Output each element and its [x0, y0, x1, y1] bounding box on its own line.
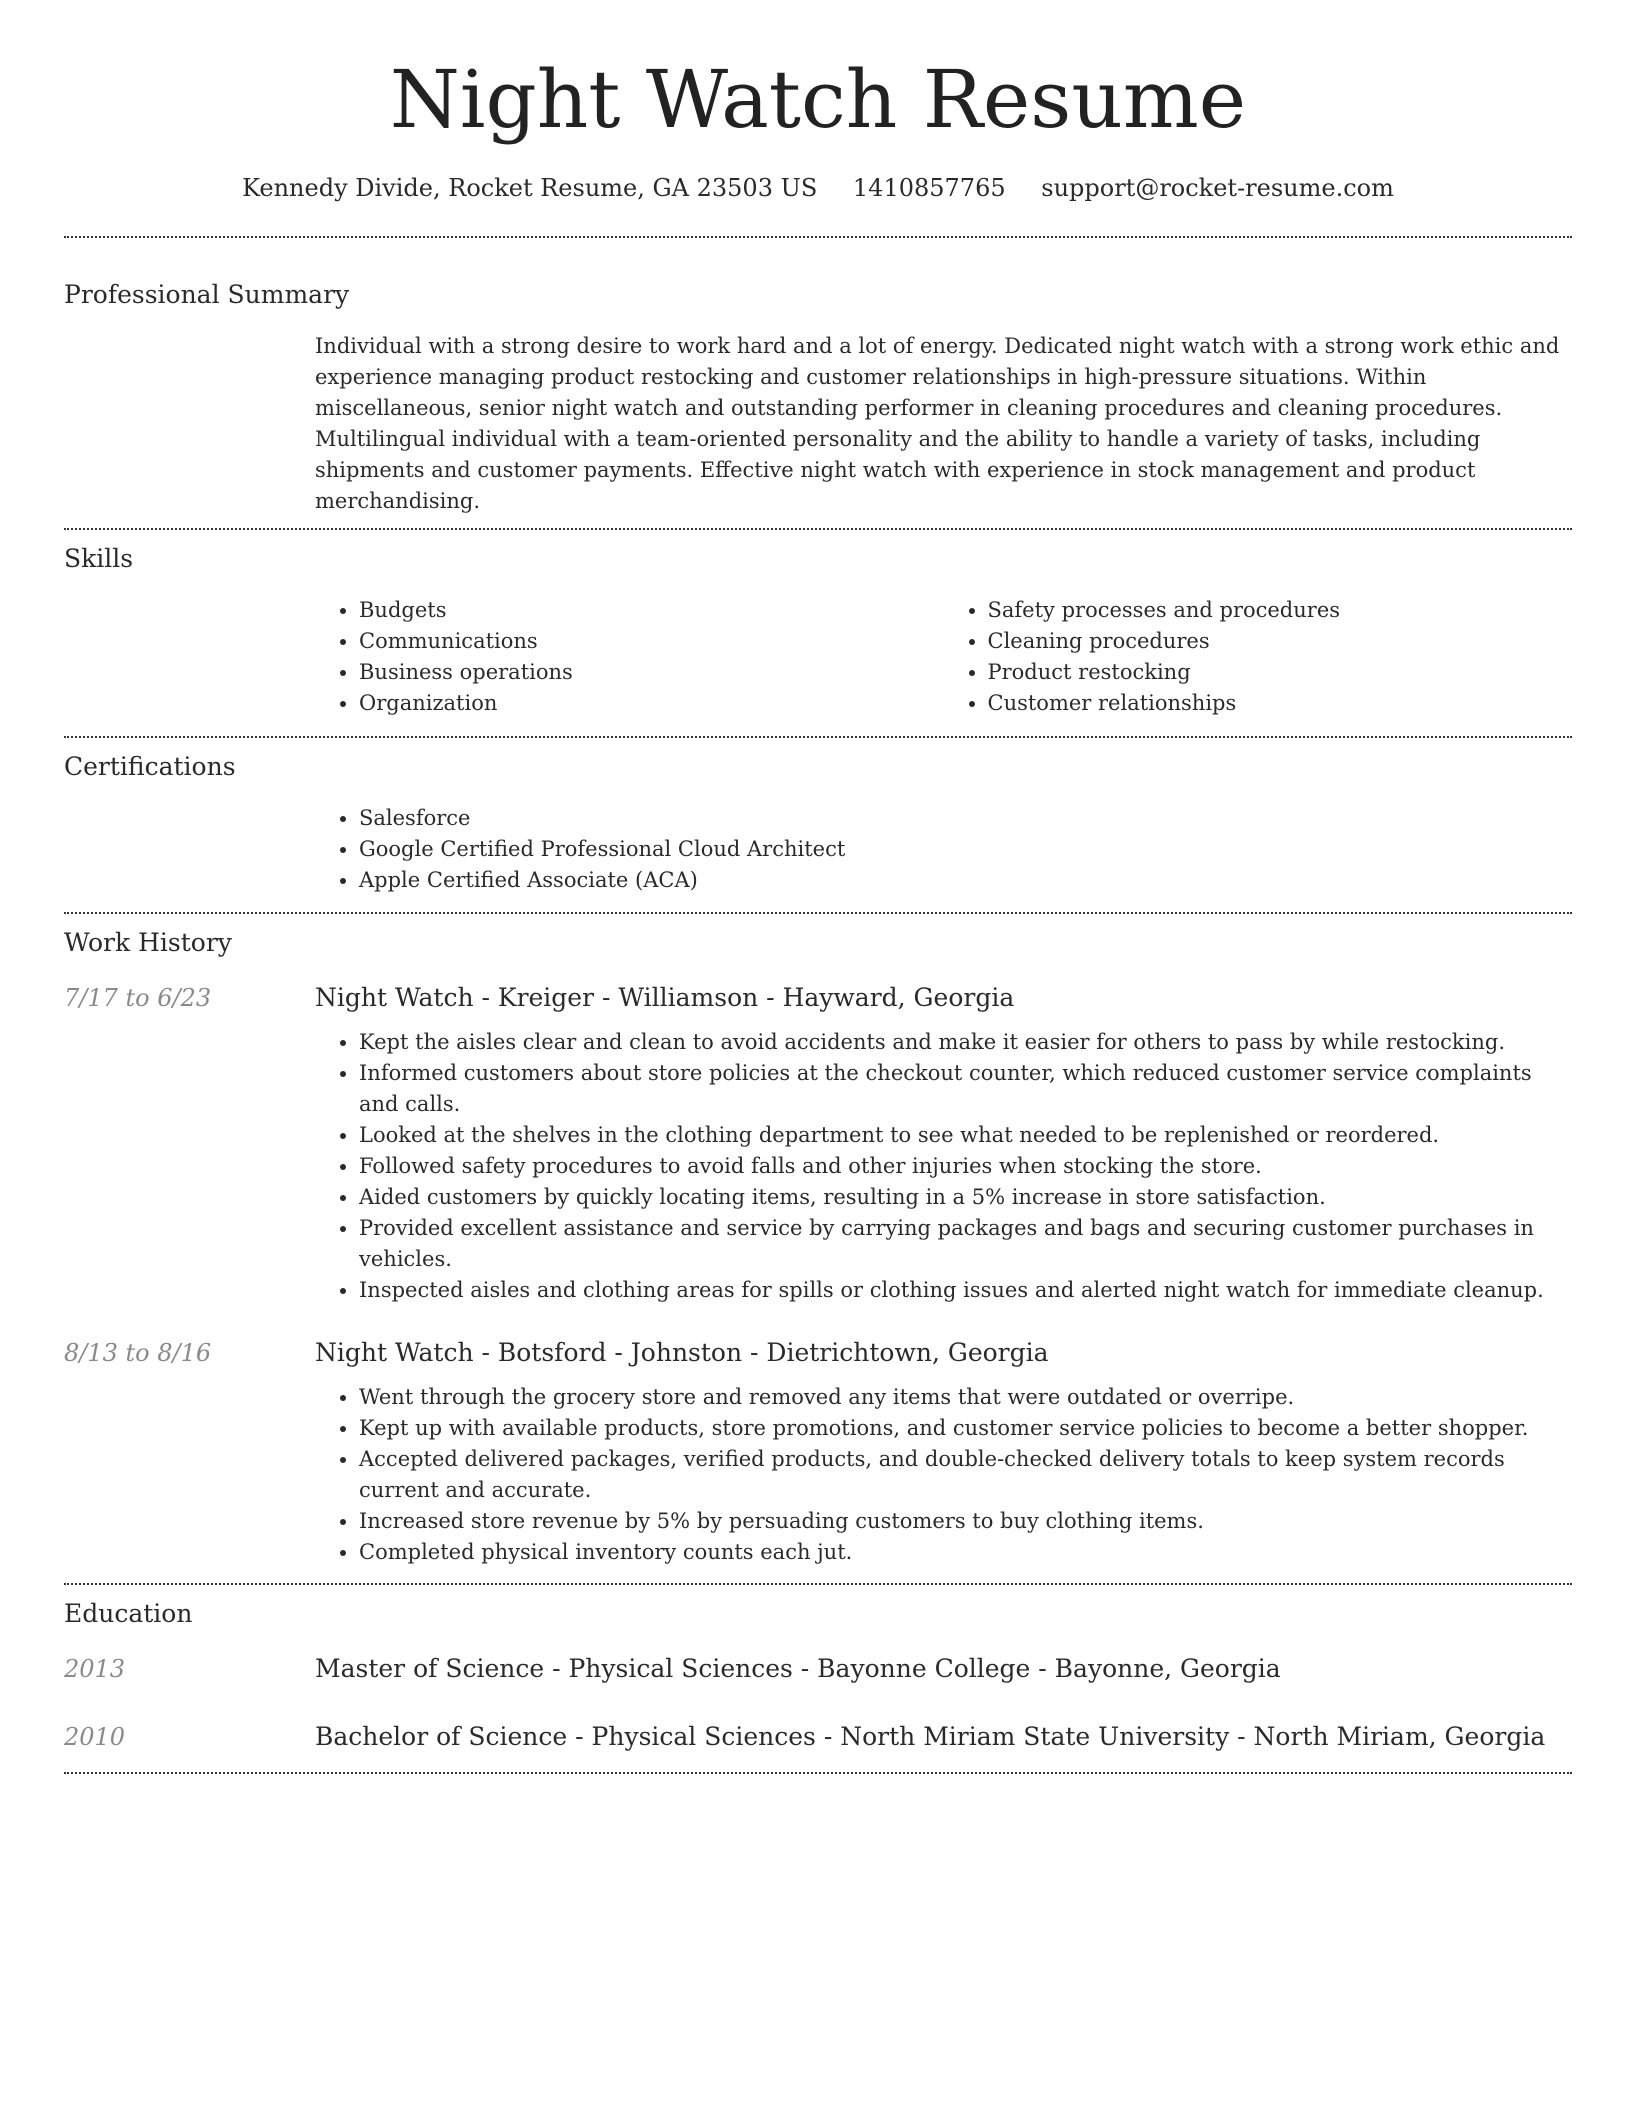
certification-item: • Apple Certified Associate (ACA): [359, 865, 1572, 896]
job-details: [315, 1336, 1572, 1568]
divider: [64, 1772, 1572, 1774]
section-title-certifications: Certifications: [64, 752, 236, 781]
job-bullet: • Aided customers by quickly locating items, resulting in a 5% increase in store satisfaction.: [359, 1182, 1572, 1213]
work-history-section: [64, 914, 1572, 1568]
section-title-work-history: Work History: [64, 928, 232, 957]
skills-section: [64, 530, 1572, 719]
job-bullet: • Kept up with available products, store promotions, and customer service policies to become a better shopper.: [359, 1413, 1572, 1444]
certifications-section: [64, 738, 1572, 896]
skills-list: [315, 595, 1572, 719]
job-bullet: • Accepted delivered packages, verified products, and double-checked delivery totals to keep system records current and accurate.: [359, 1444, 1572, 1506]
job-title: Night Watch - Kreiger - Williamson - Hayward, Georgia: [315, 983, 1015, 1012]
job-bullets: [315, 1027, 1572, 1306]
job-bullet: • Followed safety procedures to avoid falls and other injuries when stocking the store.: [359, 1151, 1572, 1182]
certification-item: • Salesforce: [359, 803, 1572, 834]
job-details: [315, 981, 1572, 1306]
section-title-skills: Skills: [64, 544, 134, 573]
skills-column-left: [315, 595, 944, 719]
job-entry: [64, 1336, 1572, 1568]
education-entry: [64, 1720, 1572, 1754]
skill-item: • Organization: [359, 688, 944, 719]
contact-address: Kennedy Divide, Rocket Resume, GA 23503 US: [242, 174, 818, 202]
skill-item: • Cleaning procedures: [988, 626, 1573, 657]
job-bullet: • Kept the aisles clear and clean to avoid accidents and make it easier for others to pass by while restocking.: [359, 1027, 1572, 1058]
skill-item: • Customer relationships: [988, 688, 1573, 719]
job-dates: 7/17 to 6/23: [64, 984, 212, 1012]
education-year: 2013: [64, 1655, 126, 1683]
job-entry: [64, 981, 1572, 1306]
job-bullet: • Informed customers about store policies at the checkout counter, which reduced customer service complaints and calls.: [359, 1058, 1572, 1120]
resume-title: Night Watch Resume: [389, 53, 1247, 146]
section-title-education: Education: [64, 1599, 193, 1628]
resume-page: [64, 0, 1572, 1774]
certifications-list: [315, 803, 1572, 896]
contact-line: [64, 174, 1572, 202]
job-bullet: • Completed physical inventory counts each jut.: [359, 1537, 1572, 1568]
contact-phone: 1410857765: [852, 174, 1006, 202]
certification-item: • Google Certified Professional Cloud Architect: [359, 834, 1572, 865]
contact-email: support@rocket-resume.com: [1041, 174, 1394, 202]
summary-section: [64, 238, 1572, 517]
job-title: Night Watch - Botsford - Johnston - Dietrichtown, Georgia: [315, 1338, 1049, 1367]
job-dates: 8/13 to 8/16: [64, 1339, 212, 1367]
skill-item: • Communications: [359, 626, 944, 657]
skill-item: • Safety processes and procedures: [988, 595, 1573, 626]
education-title: Bachelor of Science - Physical Sciences - North Miriam State University - North Miriam, Georgia: [315, 1722, 1546, 1751]
skill-item: • Product restocking: [988, 657, 1573, 688]
education-title: Master of Science - Physical Sciences - Bayonne College - Bayonne, Georgia: [315, 1654, 1281, 1683]
education-section: [64, 1585, 1572, 1754]
summary-text: Individual with a strong desire to work hard and a lot of energy. Dedicated night watch with a strong work ethic and experience managing product restocking and customer relationships in high-pressure situations. Within miscellaneous, senior night watch and outstanding performer in cleaning procedures and cleaning procedures. Multilingual individual with a team-oriented personality and the ability to handle a variety of tasks, including shipments and customer payments. Effective night watch with experience in stock management and product merchandising.: [315, 334, 1560, 513]
education-year: 2010: [64, 1723, 126, 1751]
job-bullet: • Looked at the shelves in the clothing department to see what needed to be replenished or reordered.: [359, 1120, 1572, 1151]
job-bullet: • Provided excellent assistance and service by carrying packages and bags and securing customer purchases in vehicles.: [359, 1213, 1572, 1275]
section-title-summary: Professional Summary: [64, 280, 350, 309]
skills-column-right: [944, 595, 1573, 719]
job-bullets: [315, 1382, 1572, 1568]
skill-item: • Business operations: [359, 657, 944, 688]
job-bullet: • Increased store revenue by 5% by persuading customers to buy clothing items.: [359, 1506, 1572, 1537]
education-entry: [64, 1652, 1572, 1686]
skill-item: • Budgets: [359, 595, 944, 626]
job-bullet: • Inspected aisles and clothing areas for spills or clothing issues and alerted night watch for immediate cleanup.: [359, 1275, 1572, 1306]
job-bullet: • Went through the grocery store and removed any items that were outdated or overripe.: [359, 1382, 1572, 1413]
